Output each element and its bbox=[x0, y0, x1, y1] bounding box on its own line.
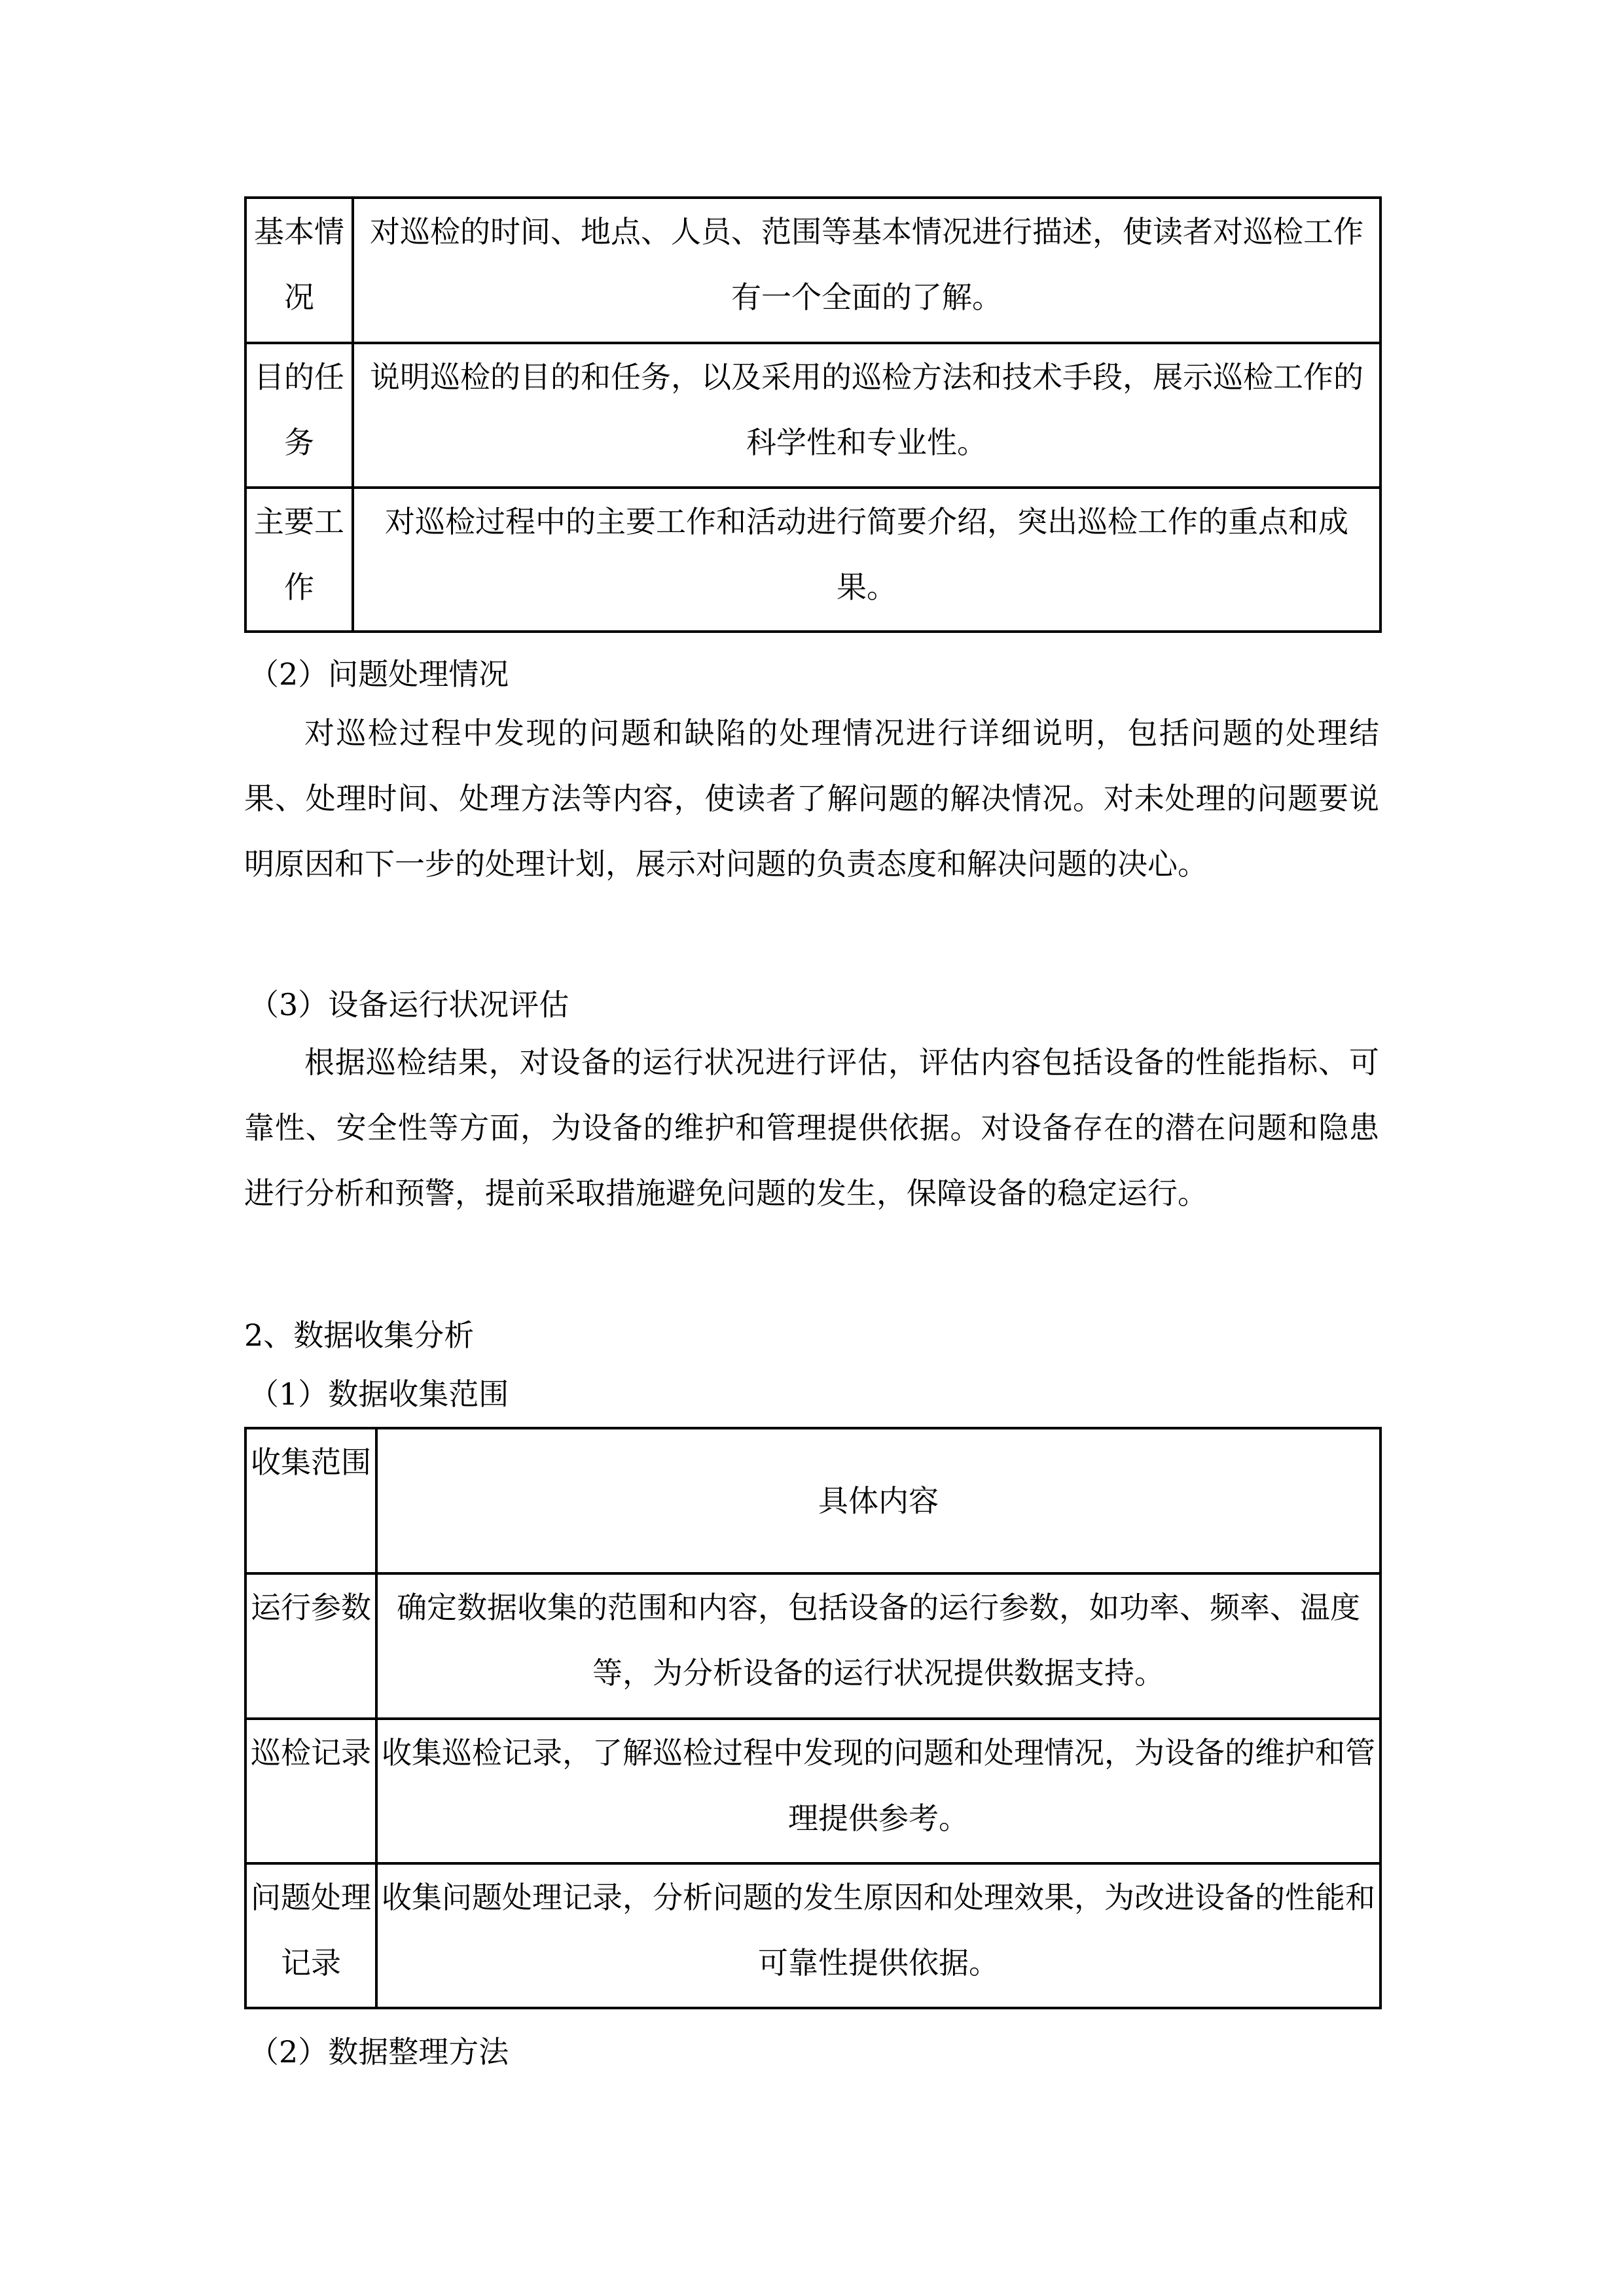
subheading-data-organization: （2）数据整理方法 bbox=[249, 2034, 509, 2070]
row-content: 确定数据收集的范围和内容，包括设备的运行参数，如功率、频率、温度等，为分析设备的运行状况提供数据支持。 bbox=[376, 1573, 1380, 1719]
row-label: 问题处理记录 bbox=[245, 1863, 376, 2008]
row-content: 说明巡检的目的和任务，以及采用的巡检方法和技术手段，展示巡检工作的科学性和专业性。 bbox=[353, 343, 1380, 488]
row-label: 目的任务 bbox=[245, 343, 353, 488]
inspection-summary-table bbox=[244, 196, 1382, 633]
header-label: 收集范围 bbox=[245, 1428, 376, 1573]
subheading-collection-scope: （1）数据收集范围 bbox=[249, 1376, 509, 1412]
row-content: 对巡检的时间、地点、人员、范围等基本情况进行描述，使读者对巡检工作有一个全面的了解。 bbox=[353, 198, 1380, 343]
data-collection-scope-table bbox=[244, 1427, 1382, 2009]
row-label: 主要工作 bbox=[245, 488, 353, 632]
row-content: 对巡检过程中的主要工作和活动进行简要介绍，突出巡检工作的重点和成果。 bbox=[353, 488, 1380, 632]
row-label: 基本情况 bbox=[245, 198, 353, 343]
paragraph-equipment-assessment: 根据巡检结果，对设备的运行状况进行评估，评估内容包括设备的性能指标、可靠性、安全性等方面，为设备的维护和管理提供依据。对设备存在的潜在问题和隐患进行分析和预警，提前采取措施避免问题的发生，保障设备的稳定运行。 bbox=[244, 1045, 1379, 1211]
table-row bbox=[245, 198, 1380, 343]
header-content: 具体内容 bbox=[376, 1428, 1380, 1573]
section-heading-problem-handling: （2）问题处理情况 bbox=[249, 656, 509, 692]
paragraph-problem-handling: 对巡检过程中发现的问题和缺陷的处理情况进行详细说明，包括问题的处理结果、处理时间、处理方法等内容，使读者了解问题的解决情况。对未处理的问题要说明原因和下一步的处理计划，展示对问题的负责态度和解决问题的决心。 bbox=[244, 715, 1379, 882]
row-label: 运行参数 bbox=[245, 1573, 376, 1719]
row-content: 收集问题处理记录，分析问题的发生原因和处理效果，为改进设备的性能和可靠性提供依据。 bbox=[376, 1863, 1380, 2008]
section-heading-equipment-assessment: （3）设备运行状况评估 bbox=[249, 987, 569, 1022]
table-row bbox=[245, 1719, 1380, 1863]
table-row bbox=[245, 343, 1380, 488]
table-row bbox=[245, 1863, 1380, 2008]
table-row bbox=[245, 488, 1380, 632]
table-header-row bbox=[245, 1428, 1380, 1573]
table-row bbox=[245, 1573, 1380, 1719]
row-label: 巡检记录 bbox=[245, 1719, 376, 1863]
section-heading-data-collection: 2、数据收集分析 bbox=[244, 1318, 475, 1353]
row-content: 收集巡检记录，了解巡检过程中发现的问题和处理情况，为设备的维护和管理提供参考。 bbox=[376, 1719, 1380, 1863]
